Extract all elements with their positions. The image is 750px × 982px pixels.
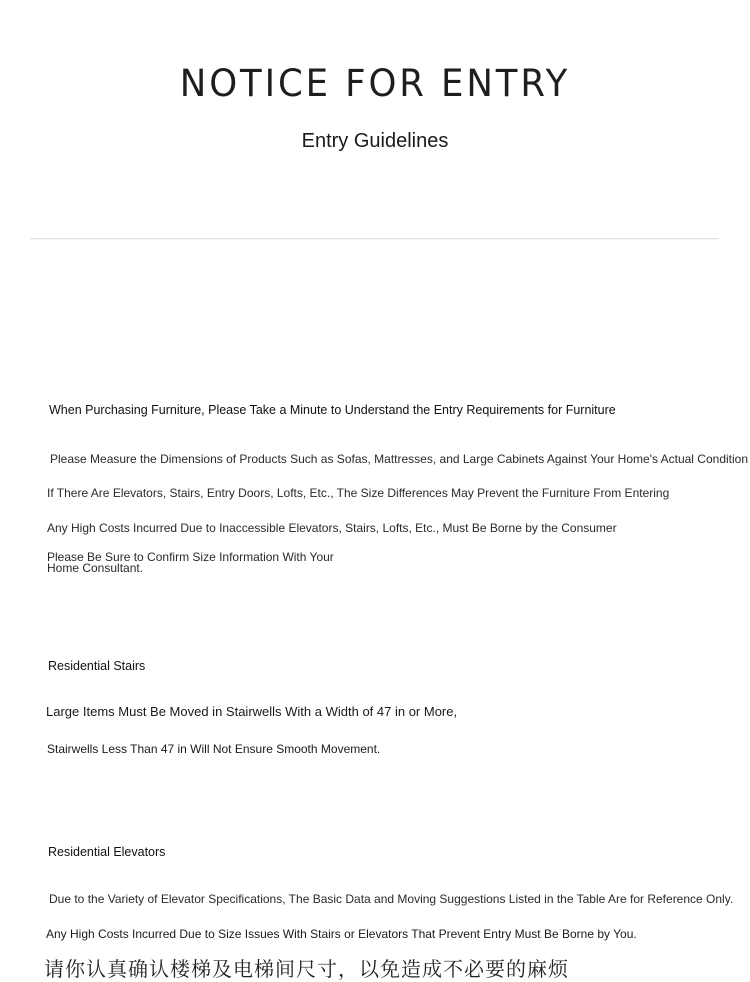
rule-confirm-size: Please Be Sure to Confirm Size Information With Your Home Consultant.: [47, 550, 334, 575]
intro-heading: When Purchasing Furniture, Please Take a Minute to Understand the Entry Requirements for Furniture: [49, 403, 616, 417]
stairs-narrow-warning: Stairwells Less Than 47 in Will Not Ensure Smooth Movement.: [47, 742, 381, 756]
page-title: NOTICE FOR ENTRY: [179, 62, 571, 105]
page-subtitle: Entry Guidelines: [301, 130, 449, 152]
rule-size-differences: If There Are Elevators, Stairs, Entry Doors, Lofts, Etc., The Size Differences May Prevent the Furniture From Entering: [47, 486, 670, 500]
divider: [30, 238, 719, 239]
rule-measure-dimensions: Please Measure the Dimensions of Products Such as Sofas, Mattresses, and Large Cabinets Against Your Home's Actual Condition: [50, 452, 749, 466]
rule-high-costs: Any High Costs Incurred Due to Inaccessible Elevators, Stairs, Lofts, Etc., Must Be Borne by the Consumer: [47, 521, 617, 535]
elevators-chinese-note: 请你认真确认楼梯及电梯间尺寸，以免造成不必要的麻烦: [44, 957, 569, 981]
elevators-cost-note: Any High Costs Incurred Due to Size Issues With Stairs or Elevators That Prevent Entry Must Be Borne by You.: [46, 927, 637, 941]
elevators-reference-note: Due to the Variety of Elevator Specifications, The Basic Data and Moving Suggestions Listed in the Table Are for Reference Only.: [49, 892, 734, 906]
elevators-section-title: Residential Elevators: [48, 845, 166, 859]
stairs-width-requirement: Large Items Must Be Moved in Stairwells With a Width of 47 in or More,: [46, 704, 458, 719]
stairs-section-title: Residential Stairs: [48, 659, 146, 673]
